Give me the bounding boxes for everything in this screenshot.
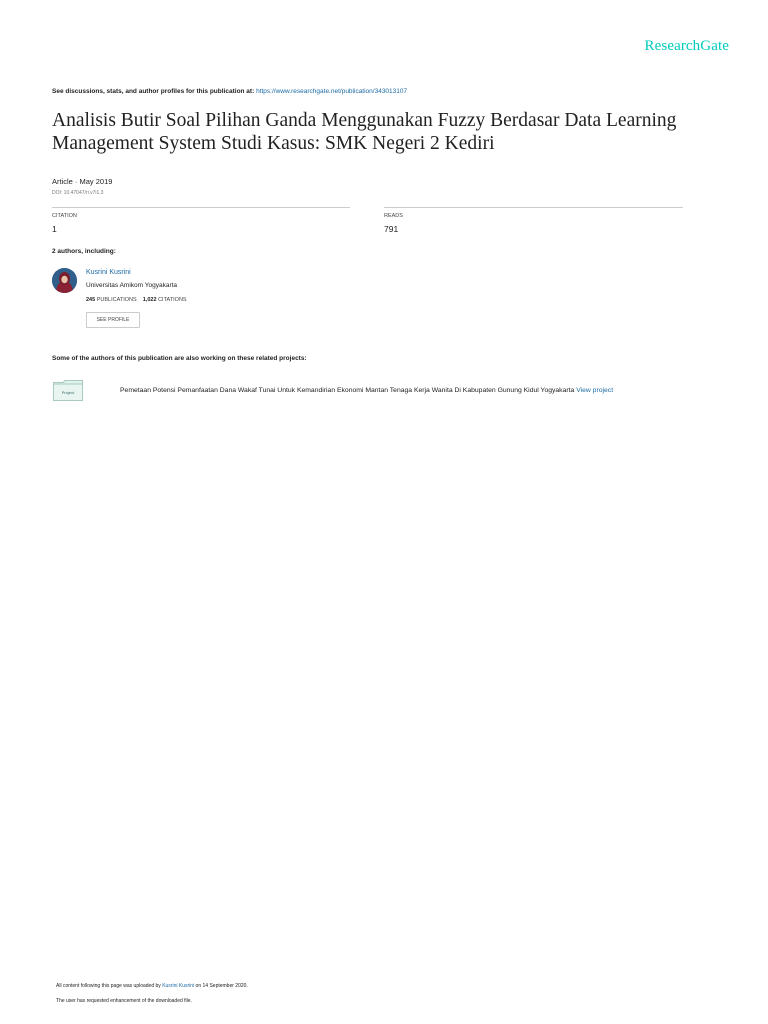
author-avatar[interactable]	[52, 268, 77, 293]
view-project-link[interactable]: View project	[576, 387, 614, 394]
footer-upload-prefix: All content following this page was uploaded by	[56, 983, 161, 989]
project-thumb-label: Project	[61, 390, 75, 395]
researchgate-logo: ResearchGate	[644, 38, 729, 54]
footer-enhancement-note: The user has requested enhancement of the downloaded file.	[56, 998, 192, 1004]
citations-count: 1,022	[142, 297, 157, 303]
project-title: Pemetaan Potensi Pemanfaatan Dana Wakaf Tunai Untuk Kemandirian Ekonomi Mantan Tenaga Kerja Wanita Di Kabupaten Gunung Kidul Yogyakarta	[120, 387, 575, 394]
project-entry	[120, 387, 613, 394]
article-meta: Article · May 2019	[52, 177, 113, 186]
citations-label: CITATIONS	[158, 297, 187, 303]
project-thumbnail[interactable]	[53, 380, 83, 401]
footer-uploader-link[interactable]: Kusrini Kusrini	[162, 983, 195, 989]
authors-heading: 2 authors, including:	[52, 248, 116, 255]
avatar-person-icon	[52, 268, 77, 293]
projects-heading: Some of the authors of this publication are also working on these related projects:	[52, 355, 307, 362]
author-name-link[interactable]: Kusrini Kusrini	[86, 269, 131, 276]
publications-label: PUBLICATIONS	[96, 297, 137, 303]
footer-upload-date: on 14 September 2020.	[195, 983, 248, 989]
author-stats	[86, 297, 187, 303]
publication-url-link[interactable]: https://www.researchgate.net/publication/343013107	[256, 88, 408, 95]
publication-source-line	[52, 88, 407, 95]
citation-count: 1	[52, 224, 57, 234]
doi-text: DOI: 10.47047/ri.v7i1.3	[52, 190, 104, 196]
citation-divider	[52, 207, 350, 208]
author-affiliation: Universitas Amikom Yogyakarta	[86, 282, 178, 289]
citation-label: CITATION	[52, 213, 77, 219]
footer-upload-note	[56, 983, 248, 989]
reads-count: 791	[384, 224, 399, 234]
page-title: Analisis Butir Soal Pilihan Ganda Menggunakan Fuzzy Berdasar Data Learning Management System Studi Kasus: SMK Negeri 2 Kediri	[52, 110, 677, 154]
reads-label: READS	[384, 213, 403, 219]
publications-count: 245	[86, 297, 96, 303]
see-profile-button[interactable]: SEE PROFILE	[86, 312, 140, 328]
reads-divider	[384, 207, 683, 208]
source-prefix: See discussions, stats, and author profiles for this publication at:	[52, 88, 255, 95]
